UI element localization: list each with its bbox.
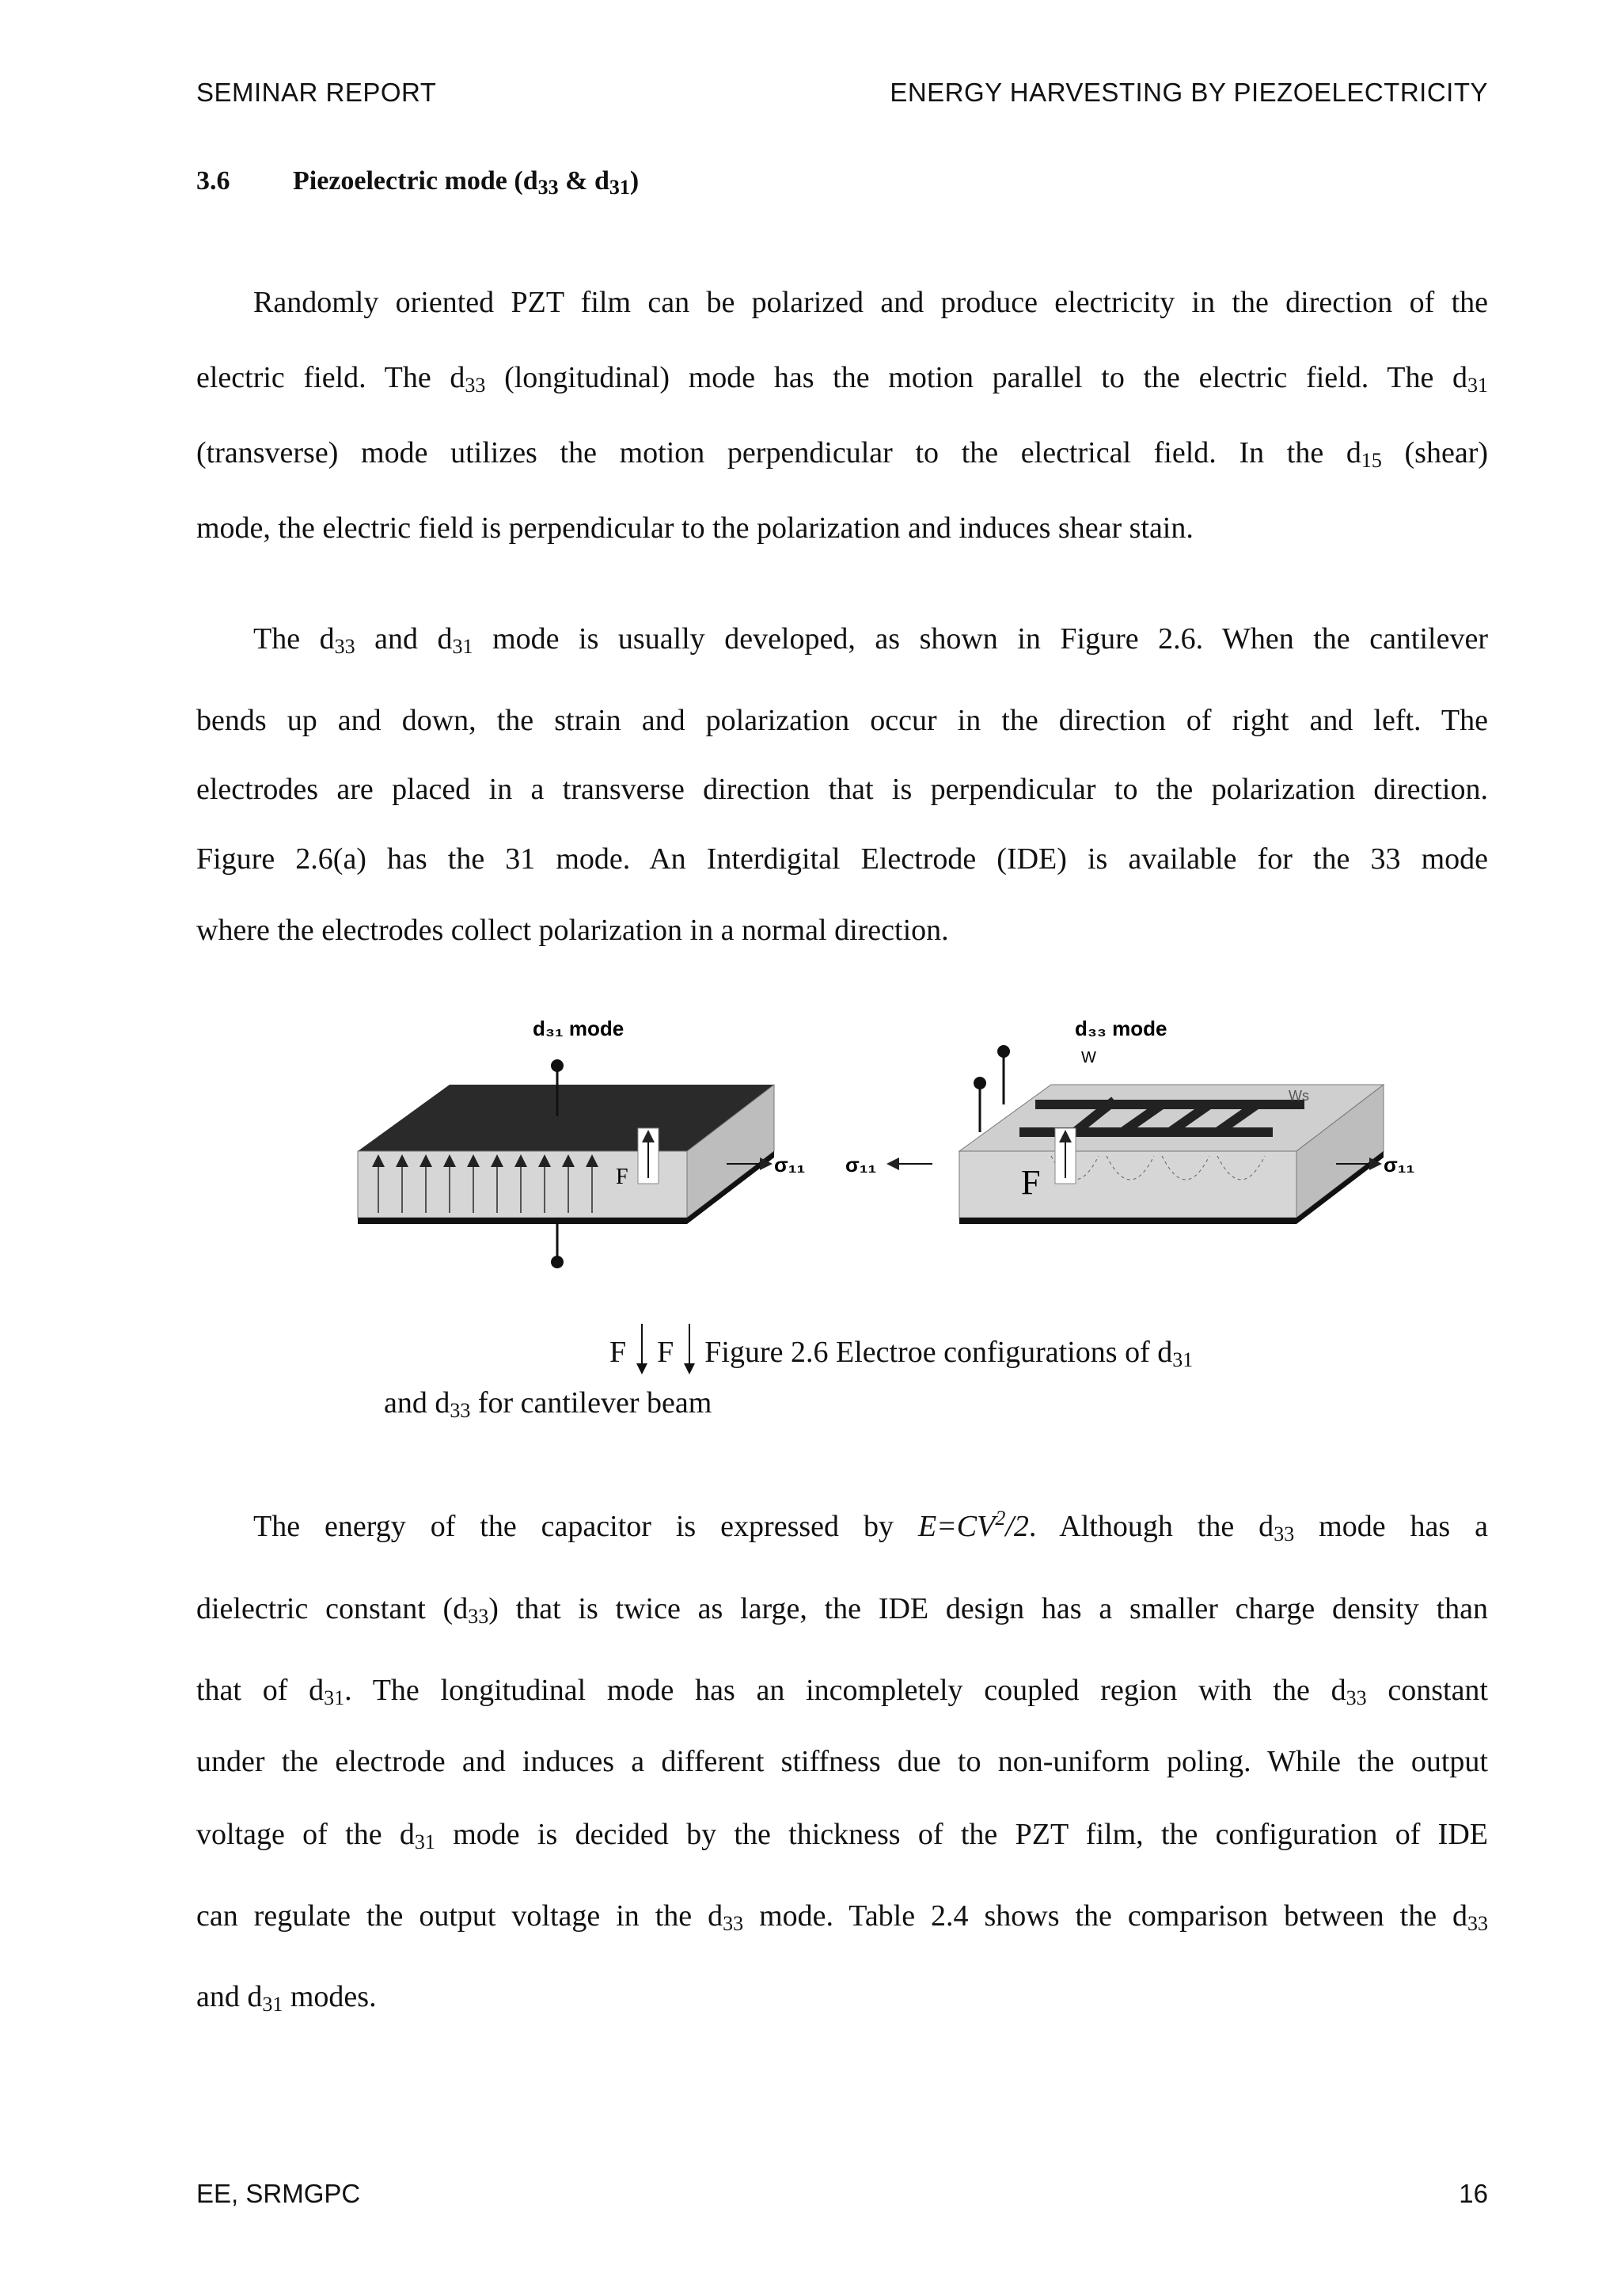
d31-mode-label: d₃₁ mode bbox=[533, 1017, 624, 1040]
force-label: F bbox=[616, 1165, 628, 1189]
text-line: dielectric constant $(d_{33})$ that is twice as large, the IDE design has a smaller charge density than bbox=[196, 1592, 1488, 1628]
text-line: electrodes are placed in a transverse direction that is perpendicular to the polarization direction. bbox=[196, 773, 1488, 806]
text-line: bends up and down, the strain and polarization occur in the direction of right and left. The bbox=[196, 704, 1488, 737]
terminal-bottom bbox=[551, 1256, 564, 1268]
text-line: where the electrodes collect polarization in a normal direction. bbox=[196, 914, 949, 947]
sigma-right: σ₁₁ bbox=[774, 1153, 806, 1177]
ws-label: Ws bbox=[1289, 1088, 1309, 1104]
section-heading bbox=[196, 166, 640, 199]
terminal-top bbox=[551, 1059, 564, 1072]
text-line: that of $d_{31}$. The longitudinal mode has an incompletely coupled region with the $d_{33}$ constant bbox=[196, 1674, 1488, 1709]
d31-mode-diagram bbox=[355, 1017, 805, 1268]
text-line: electric field. The $d_{33}$ (longitudinal) mode has the motion parallel to the electric field. The $d_{31}$ bbox=[196, 361, 1488, 397]
text-line: Figure 2.6(a) has the 31 mode. An Interdigital Electrode (IDE) is available for the 33 mode bbox=[196, 842, 1488, 876]
figure-caption-line-2: and $d_{33}$ for cantilever beam bbox=[384, 1386, 712, 1422]
force-label-2: F bbox=[1021, 1163, 1041, 1202]
page-number: 16 bbox=[1459, 2179, 1488, 2208]
header-left: SEMINAR REPORT bbox=[196, 78, 437, 107]
sigma-right-2: σ₁₁ bbox=[1384, 1153, 1415, 1177]
section-title: Piezoelectric mode ($d_{33}$ & $d_{31}$) bbox=[293, 166, 640, 199]
text-line: and $d_{31}$ modes. bbox=[196, 1980, 377, 2016]
text-line: can regulate the output voltage in the $d_{33}$ mode. Table 2.4 shows the comparison between the $d_{33}$ bbox=[196, 1899, 1489, 1935]
figure-electrode-configurations bbox=[355, 1005, 1494, 1294]
text-line: The energy of the capacitor is expressed by $E=CV^2/2$. Although the $d_{33}$ mode has a bbox=[253, 1507, 1489, 1545]
text-line: under the electrode and induces a different stiffness due to non-uniform poling. While the output bbox=[196, 1745, 1488, 1778]
text-line: voltage of the $d_{31}$ mode is decided by the thickness of the PZT film, the configuration of IDE bbox=[196, 1818, 1488, 1853]
footer-left: EE, SRMGPC bbox=[196, 2179, 361, 2208]
header-right: ENERGY HARVESTING BY PIEZOELECTRICITY bbox=[890, 78, 1488, 107]
text-line: (transverse) mode utilizes the motion perpendicular to the electrical field. In the $d_{15}$ (shear) bbox=[196, 436, 1489, 472]
text-line: mode, the electric field is perpendicular to the polarization and induces shear stain. bbox=[196, 511, 1194, 545]
section-number: 3.6 bbox=[196, 166, 230, 196]
figure-diagram bbox=[355, 1005, 1494, 1291]
d33-mode-label: d₃₃ mode bbox=[1075, 1017, 1167, 1040]
pzt-front-face bbox=[959, 1151, 1296, 1218]
sigma-left: σ₁₁ bbox=[845, 1153, 877, 1177]
text-line: The $d_{33}$ and $d_{31}$ mode is usually developed, as shown in Figure 2.6. When the cantilever bbox=[253, 622, 1488, 658]
text-line: Randomly oriented PZT film can be polarized and produce electricity in the direction of the bbox=[253, 286, 1488, 319]
d33-mode-diagram bbox=[845, 1017, 1414, 1224]
figure-caption-line-1: F F Figure 2.6 Electroe configurations of $d_{31}$ bbox=[609, 1335, 1193, 1370]
w-label: W bbox=[1081, 1049, 1096, 1066]
